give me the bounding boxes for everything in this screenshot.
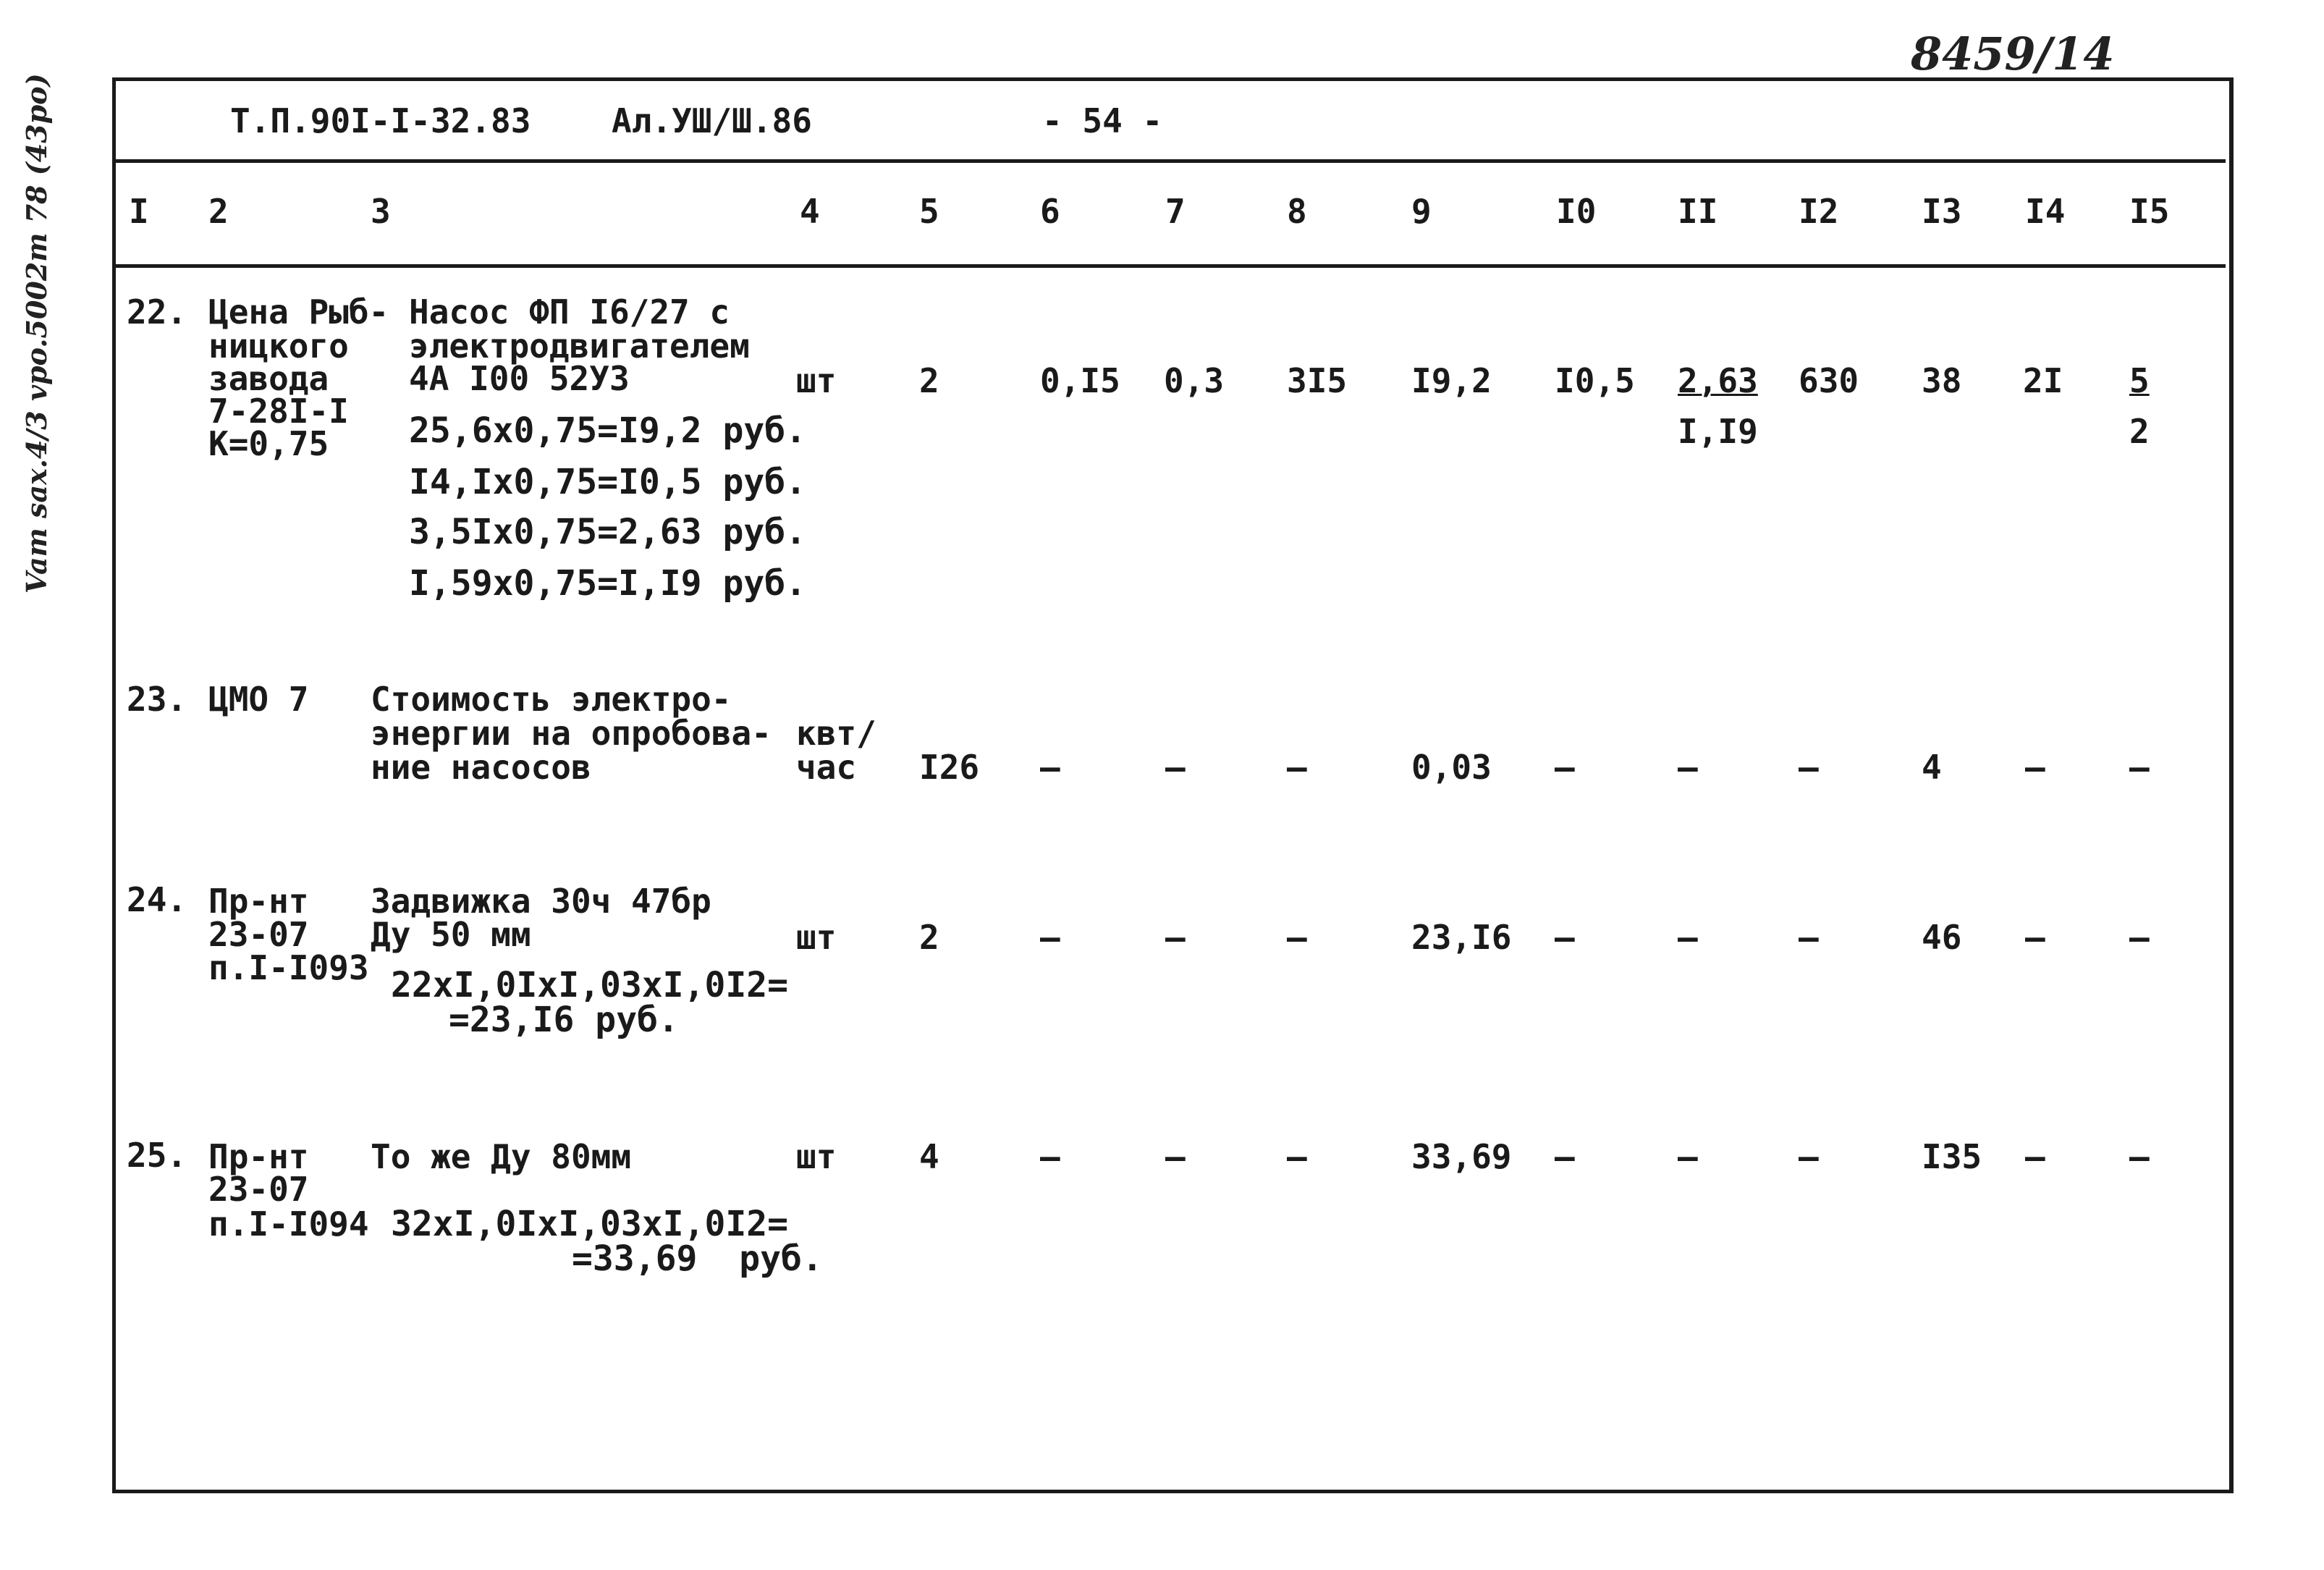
value-cell: – <box>1165 1137 1186 1176</box>
value-cell: – <box>2129 918 2150 957</box>
row-number: 24. <box>127 880 187 919</box>
value-cell-top: 5 <box>2129 361 2150 400</box>
calc-line: I,59х0,75=I,I9 руб. <box>409 563 807 604</box>
value-cell: 4 <box>1922 748 1942 787</box>
column-header: 9 <box>1411 192 1432 231</box>
item-name-line: Стоимость электро- <box>371 680 732 719</box>
source-line: K=0,75 <box>208 424 329 463</box>
item-name-line: Задвижка 30ч 47бр <box>371 882 711 921</box>
item-name-line: ние насосов <box>371 748 591 787</box>
unit-cell: шт <box>796 1137 837 1176</box>
item-name-line: 4А I00 52У3 <box>409 359 630 398</box>
source-line: 7-28I-I <box>208 392 349 431</box>
item-name-line: электродвигателем <box>409 326 750 366</box>
value-cell: – <box>1555 918 1575 957</box>
value-cell-bottom: I,I9 <box>1678 412 1758 451</box>
album-code: Ал.УШ/Ш.86 <box>612 101 812 140</box>
source-line: Пр-нт <box>208 1137 309 1176</box>
page-number: - 54 - <box>1042 101 1163 140</box>
column-header: 4 <box>800 192 820 231</box>
item-name-line: энергии на опробова- <box>371 714 772 753</box>
value-cell-top: 2,63 <box>1678 361 1758 400</box>
source-line: п.I-I093 <box>208 948 369 987</box>
value-cell: – <box>1799 748 1819 787</box>
source-line: Цена Рыб- <box>208 292 389 332</box>
calc-line: =33,69 руб. <box>572 1238 823 1279</box>
value-cell: – <box>2025 1137 2045 1176</box>
calc-line: I4,Iх0,75=I0,5 руб. <box>409 462 807 502</box>
value-cell: – <box>1040 748 1060 787</box>
source-line: завода <box>208 359 329 398</box>
value-cell: 630 <box>1799 361 1859 400</box>
unit-line: час <box>796 748 857 787</box>
value-cell: I9,2 <box>1411 361 1492 400</box>
column-header: 5 <box>919 192 939 231</box>
document-code: Т.П.90I-I-32.83 <box>230 101 531 140</box>
value-cell: – <box>1555 748 1575 787</box>
value-cell: – <box>1287 1137 1307 1176</box>
column-header: II <box>1678 192 1718 231</box>
value-cell: – <box>1678 1137 1698 1176</box>
value-cell: – <box>1678 918 1698 957</box>
value-cell: – <box>1555 1137 1575 1176</box>
column-header: I3 <box>1922 192 1962 231</box>
source-line: Пр-нт <box>208 882 309 921</box>
column-header: I5 <box>2129 192 2170 231</box>
calc-line: 3,5Iх0,75=2,63 руб. <box>409 512 807 552</box>
side-margin-note: Vam sax.4/3 vpo.5002m 78 (43po) <box>20 73 53 594</box>
calc-line: 22хI,0IхI,03хI,0I2= <box>391 965 789 1005</box>
value-cell: 2 <box>919 361 939 400</box>
value-cell: – <box>1287 748 1307 787</box>
unit-cell: шт <box>796 918 837 957</box>
value-cell: – <box>2129 1137 2150 1176</box>
value-cell: I35 <box>1922 1137 1982 1176</box>
column-header: 3 <box>371 192 391 231</box>
item-name-line: Ду 50 мм <box>371 915 531 954</box>
unit-line: квт/ <box>796 714 876 753</box>
value-cell: 46 <box>1922 918 1962 957</box>
calc-line: =23,I6 руб. <box>449 1000 679 1040</box>
value-cell: 2 <box>919 918 939 957</box>
value-cell: – <box>1040 918 1060 957</box>
source-line: 23-07 <box>208 1170 309 1209</box>
source-line: п.I-I094 <box>208 1204 369 1244</box>
calc-line: 25,6х0,75=I9,2 руб. <box>409 410 807 451</box>
value-cell: I0,5 <box>1555 361 1635 400</box>
column-header: I <box>129 192 149 231</box>
calc-line: 32хI,0IхI,03хI,0I2= <box>391 1204 789 1244</box>
value-cell: – <box>1165 918 1186 957</box>
column-header-rule <box>116 264 2226 268</box>
value-cell: – <box>1040 1137 1060 1176</box>
column-header: 8 <box>1287 192 1307 231</box>
value-cell: 0,03 <box>1411 748 1492 787</box>
value-cell-bottom: 2 <box>2129 412 2150 451</box>
value-cell: – <box>1678 748 1698 787</box>
source-line: ЦМО 7 <box>208 680 309 719</box>
value-cell: – <box>2025 918 2045 957</box>
column-header: 2 <box>208 192 229 231</box>
row-number: 23. <box>127 680 187 719</box>
column-header: 6 <box>1040 192 1060 231</box>
value-cell: 23,I6 <box>1411 918 1512 957</box>
header-rule <box>116 159 2226 163</box>
row-number: 22. <box>127 292 187 332</box>
archive-stamp: 8459/14 <box>1911 28 2115 80</box>
value-cell: – <box>2025 748 2045 787</box>
value-cell: 0,3 <box>1164 361 1225 400</box>
value-cell: I26 <box>919 748 980 787</box>
value-cell: 4 <box>919 1137 939 1176</box>
value-cell: 0,I5 <box>1040 361 1120 400</box>
row-number: 25. <box>127 1136 187 1175</box>
item-name-line: То же Ду 80мм <box>371 1137 632 1176</box>
value-cell: – <box>1799 1137 1819 1176</box>
unit-cell: шт <box>796 361 837 400</box>
source-line: 23-07 <box>208 915 309 954</box>
item-name-line: Насос ФП I6/27 с <box>409 292 730 332</box>
value-cell: – <box>1165 748 1186 787</box>
value-cell: 38 <box>1922 361 1962 400</box>
column-header: I2 <box>1799 192 1839 231</box>
value-cell: 33,69 <box>1411 1137 1512 1176</box>
column-header: 7 <box>1165 192 1186 231</box>
column-header: I0 <box>1556 192 1597 231</box>
value-cell: – <box>1287 918 1307 957</box>
value-cell: 2I <box>2023 361 2063 400</box>
value-cell: 3I5 <box>1287 361 1348 400</box>
source-line: ницкого <box>208 326 349 366</box>
column-header: I4 <box>2025 192 2066 231</box>
value-cell: – <box>1799 918 1819 957</box>
value-cell: – <box>2129 748 2150 787</box>
